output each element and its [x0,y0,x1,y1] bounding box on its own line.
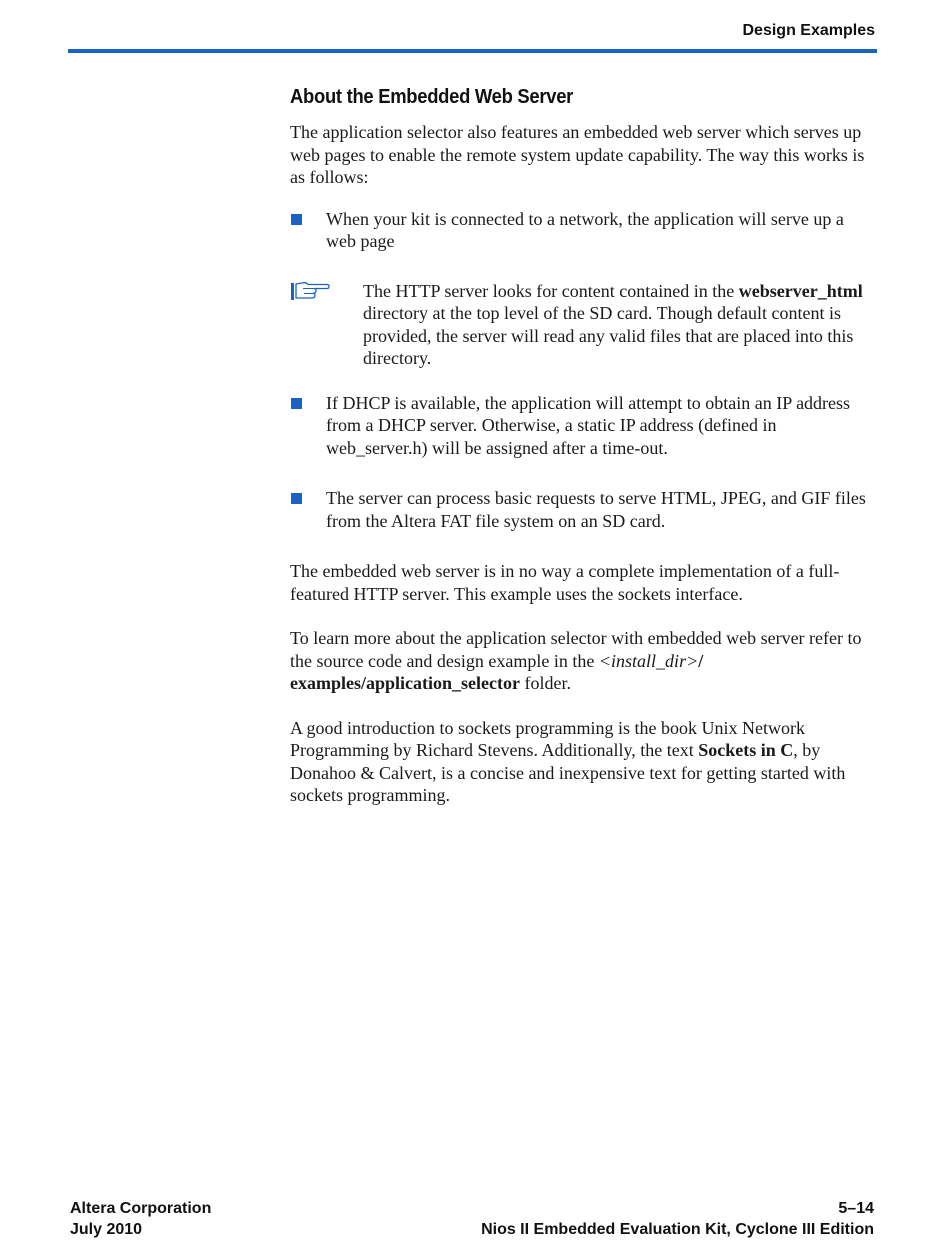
body-paragraph: The embedded web server is in no way a complete implementation of a full-featured HTTP server. This example uses the sockets interface. [290,561,840,604]
list-item-text: If DHCP is available, the application will attempt to obtain an IP address from a DHCP server. Otherwise, a static IP address (defined in web_server.h) will be assigned after a time-out. [326,392,851,458]
page-content [290,86,874,829]
list-item-text: The server can process basic requests to serve HTML, JPEG, and GIF files from the Altera FAT file system on an SD card. [326,488,866,531]
section-heading: About the Embedded Web Server [290,86,574,108]
list-item-text: When your kit is connected to a network, the application will serve up a web page [326,208,844,251]
square-bullet-icon [291,214,302,225]
note-block [290,280,874,370]
body-paragraph: To learn more about the application selector with embedded web server refer to the source code and design example in the <install_dir>/ examples/application_selector folder. [290,628,862,693]
list-item [290,208,874,253]
note-text: The HTTP server looks for content contained in the webserver_html directory at the top level of the SD card. Though default content is provided, the server will read any valid files that are placed into this directory. [363,280,863,368]
footer-left [70,1198,211,1240]
pointing-hand-icon [290,280,330,302]
body-paragraph: A good introduction to sockets programming is the book Unix Network Programming by Richard Stevens. Additionally, the text Sockets in C, by Donahoo & Calvert, is a concise and inexpensive text for getting started with sockets programming. [290,717,846,805]
footer-doc-title: Nios II Embedded Evaluation Kit, Cyclone III Edition [481,1221,874,1238]
examples-path: / examples/application_selector [290,650,704,693]
list-item [290,487,874,532]
directory-name: webserver_html [738,280,863,301]
footer-company: Altera Corporation [70,1200,212,1217]
square-bullet-icon [291,398,302,409]
page-number: 5–14 [838,1200,874,1217]
footer-right [481,1198,874,1240]
running-header: Design Examples [742,22,875,39]
footer-date: July 2010 [70,1221,143,1238]
header-rule [68,49,877,53]
book-title: Sockets in C [698,740,794,760]
square-bullet-icon [291,493,302,504]
intro-paragraph: The application selector also features an embedded web server which serves up web pages to enable the remote system update capability. The way this works is as follows: [290,122,865,187]
install-dir-path: <install_dir> [598,650,699,671]
list-item [290,392,874,460]
